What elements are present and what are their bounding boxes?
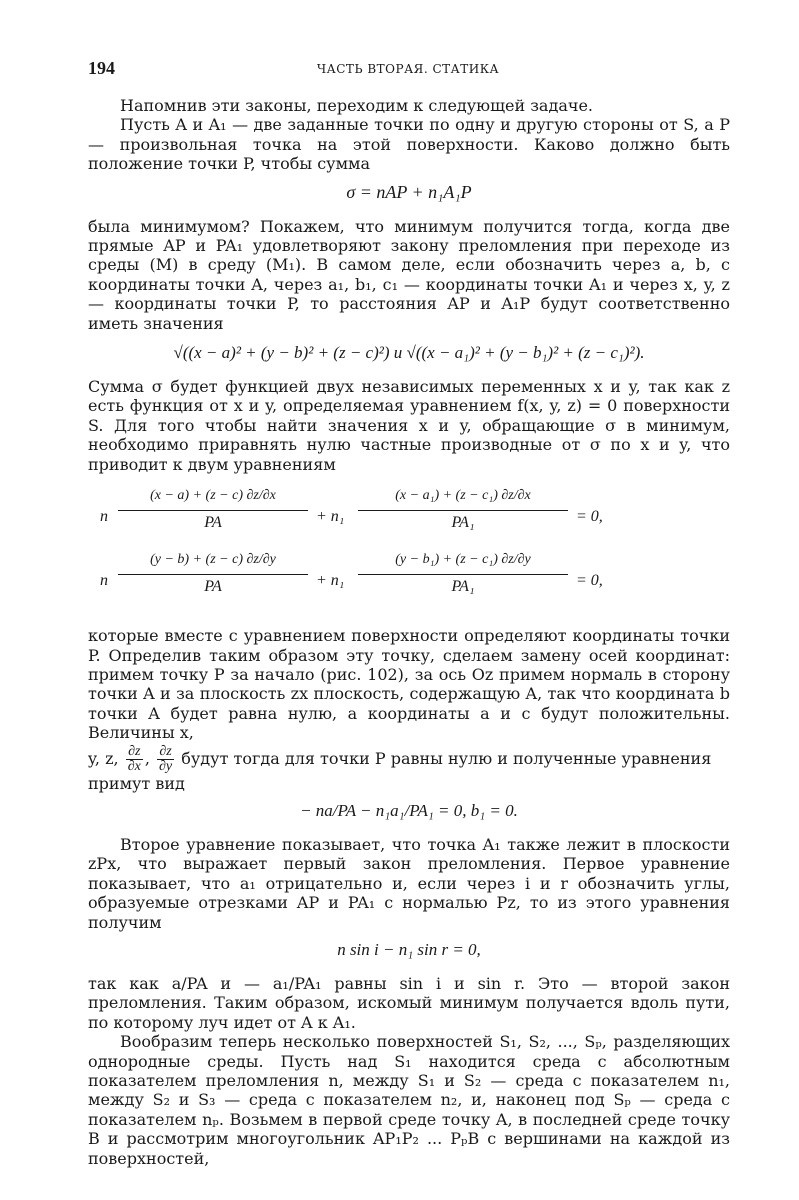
paragraph: была минимумом? Покажем, что минимум получится тогда, когда две прямые AP и PA₁ удовлетворяют закону преломления при переходе из среды (M) в среду (M₁). В самом деле, если обозначить через a, b, c координаты точки A, через a₁, b₁, c₁ — координаты точки A₁ и через x, y, z — координаты точки P, то расстояния AP и A₁P будут соответственно иметь значения — [88, 216, 730, 333]
fraction-bar — [358, 574, 568, 575]
paragraph: Вообразим теперь несколько поверхностей S₁, S₂, ..., Sₚ, разделяющих однородные среды. Пусть над S₁ находится среда с абсолютным показателем преломления n, между S₁ и S₂ — среда с показателем n₁, между S₂ и S₃ — среда с показателем n₂, и, наконец под Sₚ — среда с показателем nₚ. Возьмем в первой среде точку A, в последней среде точку B и рассмотрим многоугольник AP₁P₂ ... PₚB с вершинами на каждой из поверхностей, — [88, 1032, 730, 1168]
fraction-denominator: ∂x — [127, 758, 141, 774]
paragraph-inline-fractions: y, z, $\frac{\partial z}{\partial x}$ , $\frac{\partial z}{\partial y}$ будут тогда для точки P равны нулю и полученные уравнения — [88, 743, 712, 774]
eq2-denominator-1: PA — [204, 578, 222, 596]
eq2-rhs: = 0, — [576, 572, 603, 590]
partial-dzdx — [126, 745, 143, 774]
eq1-numerator-2: (x − a₁) + (z − c₁) ∂z/∂x — [395, 488, 531, 504]
inline-text: будут тогда для точки P равны нулю и полученные уравнения — [181, 748, 712, 768]
eq2-numerator-1: (y − b) + (z − c) ∂z/∂y — [150, 552, 276, 568]
paragraph: которые вместе с уравнением поверхности определяют координаты точки P. Определив таким образом эту точку, сделаем замену осей координат: примем точку P за начало (рис. 102), за ось Oz примем нормаль в сторону точки A и за плоскость zx плоскость, содержащую A, так что координата b точки A будет равна нулю, а координаты a и c будут положительны. Величины x, — [88, 626, 730, 743]
eq1-plus: + n₁ — [316, 508, 345, 526]
fraction-numerator: ∂z — [157, 745, 174, 760]
fraction-bar — [358, 510, 568, 511]
eq1-denominator-1: PA — [204, 514, 222, 532]
fraction-bar — [118, 510, 308, 511]
eq1-rhs: = 0, — [576, 508, 603, 526]
running-head: ЧАСТЬ ВТОРАЯ. СТАТИКА — [316, 62, 500, 76]
paragraph: Напомнив эти законы, переходим к следующей задаче. — [120, 96, 593, 115]
page-body — [88, 96, 730, 1168]
equation-system — [88, 484, 730, 616]
paragraph: Пусть A и A₁ — две заданные точки по одну и другую стороны от S, а P — произвольная точка на этой поверхности. Каково должно быть положение точки P, чтобы сумма — [88, 115, 730, 174]
inline-text: y, z, — [88, 748, 119, 768]
paragraph: примут вид — [88, 773, 185, 793]
eq1-numerator-1: (x − a) + (z − c) ∂z/∂x — [150, 488, 276, 504]
paragraph: Сумма σ будет функцией двух независимых переменных x и y, так как z есть функция от x и y, определяемая уравнением f(x, y, z) = 0 поверхности S. Для того чтобы найти значения x и y, обращающие σ в минимум, необходимо приравнять нулю частные производные от σ по x и y, что приводит к двум уравнениям — [88, 377, 730, 474]
eq2-plus: + n₁ — [316, 572, 345, 590]
page-header — [88, 58, 728, 84]
formula-sigma: σ = nAP + n₁A₁P — [346, 181, 472, 202]
page-number: 194 — [88, 58, 115, 78]
eq1-denominator-2: PA₁ — [451, 514, 475, 532]
formula-result: − na/PA − n₁a₁/PA₁ = 0, b₁ = 0. — [300, 800, 518, 820]
fraction-bar — [118, 574, 308, 575]
paragraph: Второе уравнение показывает, что точка A₁ также лежит в плоскости zPx, что выражает первый закон преломления. Первое уравнение показывает, что a₁ отрицательно и, если через i и r обозначить углы, образуемые отрезками AP и PA₁ с нормалью Pz, то из этого уравнения получим — [88, 834, 730, 932]
eq2-numerator-2: (y − b₁) + (z − c₁) ∂z/∂y — [395, 552, 531, 568]
eq2-n: n — [100, 572, 108, 590]
eq2-denominator-2: PA₁ — [451, 578, 475, 596]
paragraph: так как a/PA и — a₁/PA₁ равны sin i и sin r. Это — второй закон преломления. Таким образом, искомый минимум получается вдоль пути, по которому луч идет от A к A₁. — [88, 973, 730, 1032]
formula-snell: n sin i − n₁ sin r = 0, — [337, 939, 481, 959]
fraction-denominator: ∂y — [159, 758, 173, 774]
eq1-n: n — [100, 508, 108, 526]
partial-dzdy — [157, 745, 174, 774]
formula-distances: √((x − a)² + (y − b)² + (z − c)²) и √((x − a₁)² + (y − b₁)² + (z − c₁)²). — [173, 343, 645, 363]
fraction-numerator: ∂z — [126, 745, 143, 760]
